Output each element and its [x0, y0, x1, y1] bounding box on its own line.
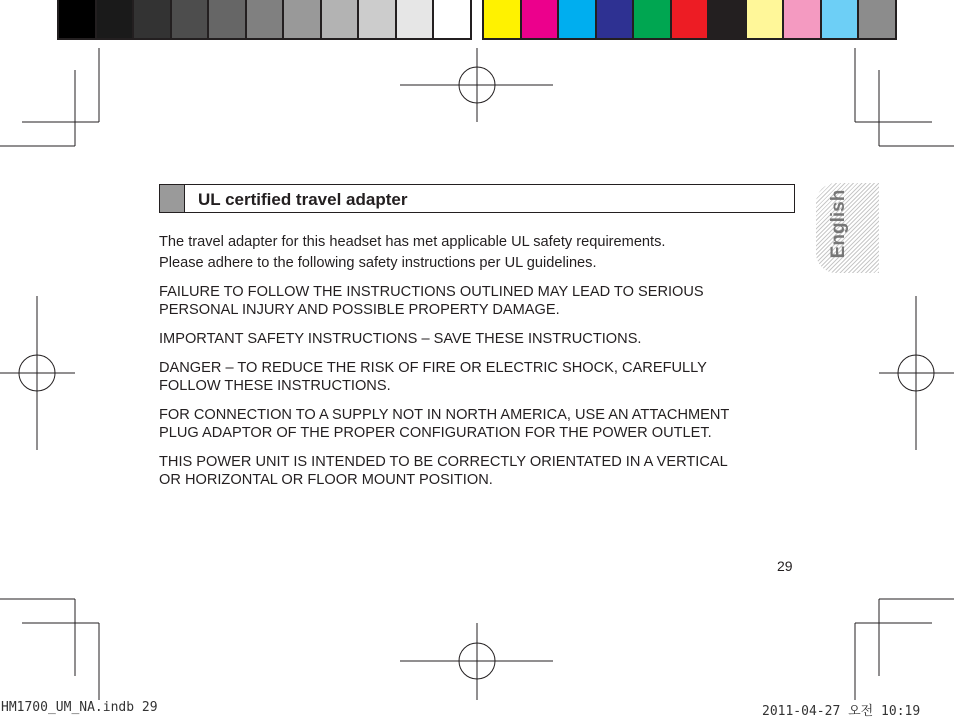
print-slug-file: HM1700_UM_NA.indb 29	[1, 700, 158, 715]
section-header	[159, 184, 795, 213]
registration-mark-left	[0, 296, 75, 450]
page-number: 29	[777, 558, 793, 574]
section-body	[159, 233, 799, 500]
language-side-tab	[816, 183, 879, 273]
intro-paragraph: Please adhere to the following safety instructions per UL guidelines.	[159, 255, 597, 271]
section-title: UL certified travel adapter	[198, 190, 408, 209]
safety-warning: FOR CONNECTION TO A SUPPLY NOT IN NORTH AMERICA, USE AN ATTACHMENT PLUG ADAPTOR OF THE PROPER CONFIGURATION FOR THE POWER OUTLET.	[159, 407, 730, 441]
language-tab-label: English	[828, 189, 849, 259]
section-header-marker	[160, 185, 185, 212]
crop-mark-top-right	[855, 48, 954, 146]
print-slug-datetime: 2011-04-27 오전 10:19	[762, 704, 921, 719]
safety-warning: DANGER – TO REDUCE THE RISK OF FIRE OR ELECTRIC SHOCK, CAREFULLY FOLLOW THESE INSTRUCTIONS.	[159, 360, 707, 394]
registration-mark-top	[400, 48, 553, 122]
registration-mark-bottom	[400, 623, 553, 700]
crop-mark-top-left	[0, 48, 99, 146]
registration-mark-right	[879, 296, 954, 450]
safety-warning: FAILURE TO FOLLOW THE INSTRUCTIONS OUTLINED MAY LEAD TO SERIOUS PERSONAL INJURY AND POSSIBLE PROPERTY DAMAGE.	[159, 284, 704, 318]
safety-warning: IMPORTANT SAFETY INSTRUCTIONS – SAVE THESE INSTRUCTIONS.	[159, 331, 642, 347]
crop-mark-bottom-right	[855, 599, 954, 700]
crop-mark-bottom-left	[0, 599, 99, 700]
safety-warning: THIS POWER UNIT IS INTENDED TO BE CORRECTLY ORIENTATED IN A VERTICAL OR HORIZONTAL OR FLOOR MOUNT POSITION.	[159, 454, 728, 488]
intro-paragraph: The travel adapter for this headset has met applicable UL safety requirements.	[159, 234, 666, 250]
